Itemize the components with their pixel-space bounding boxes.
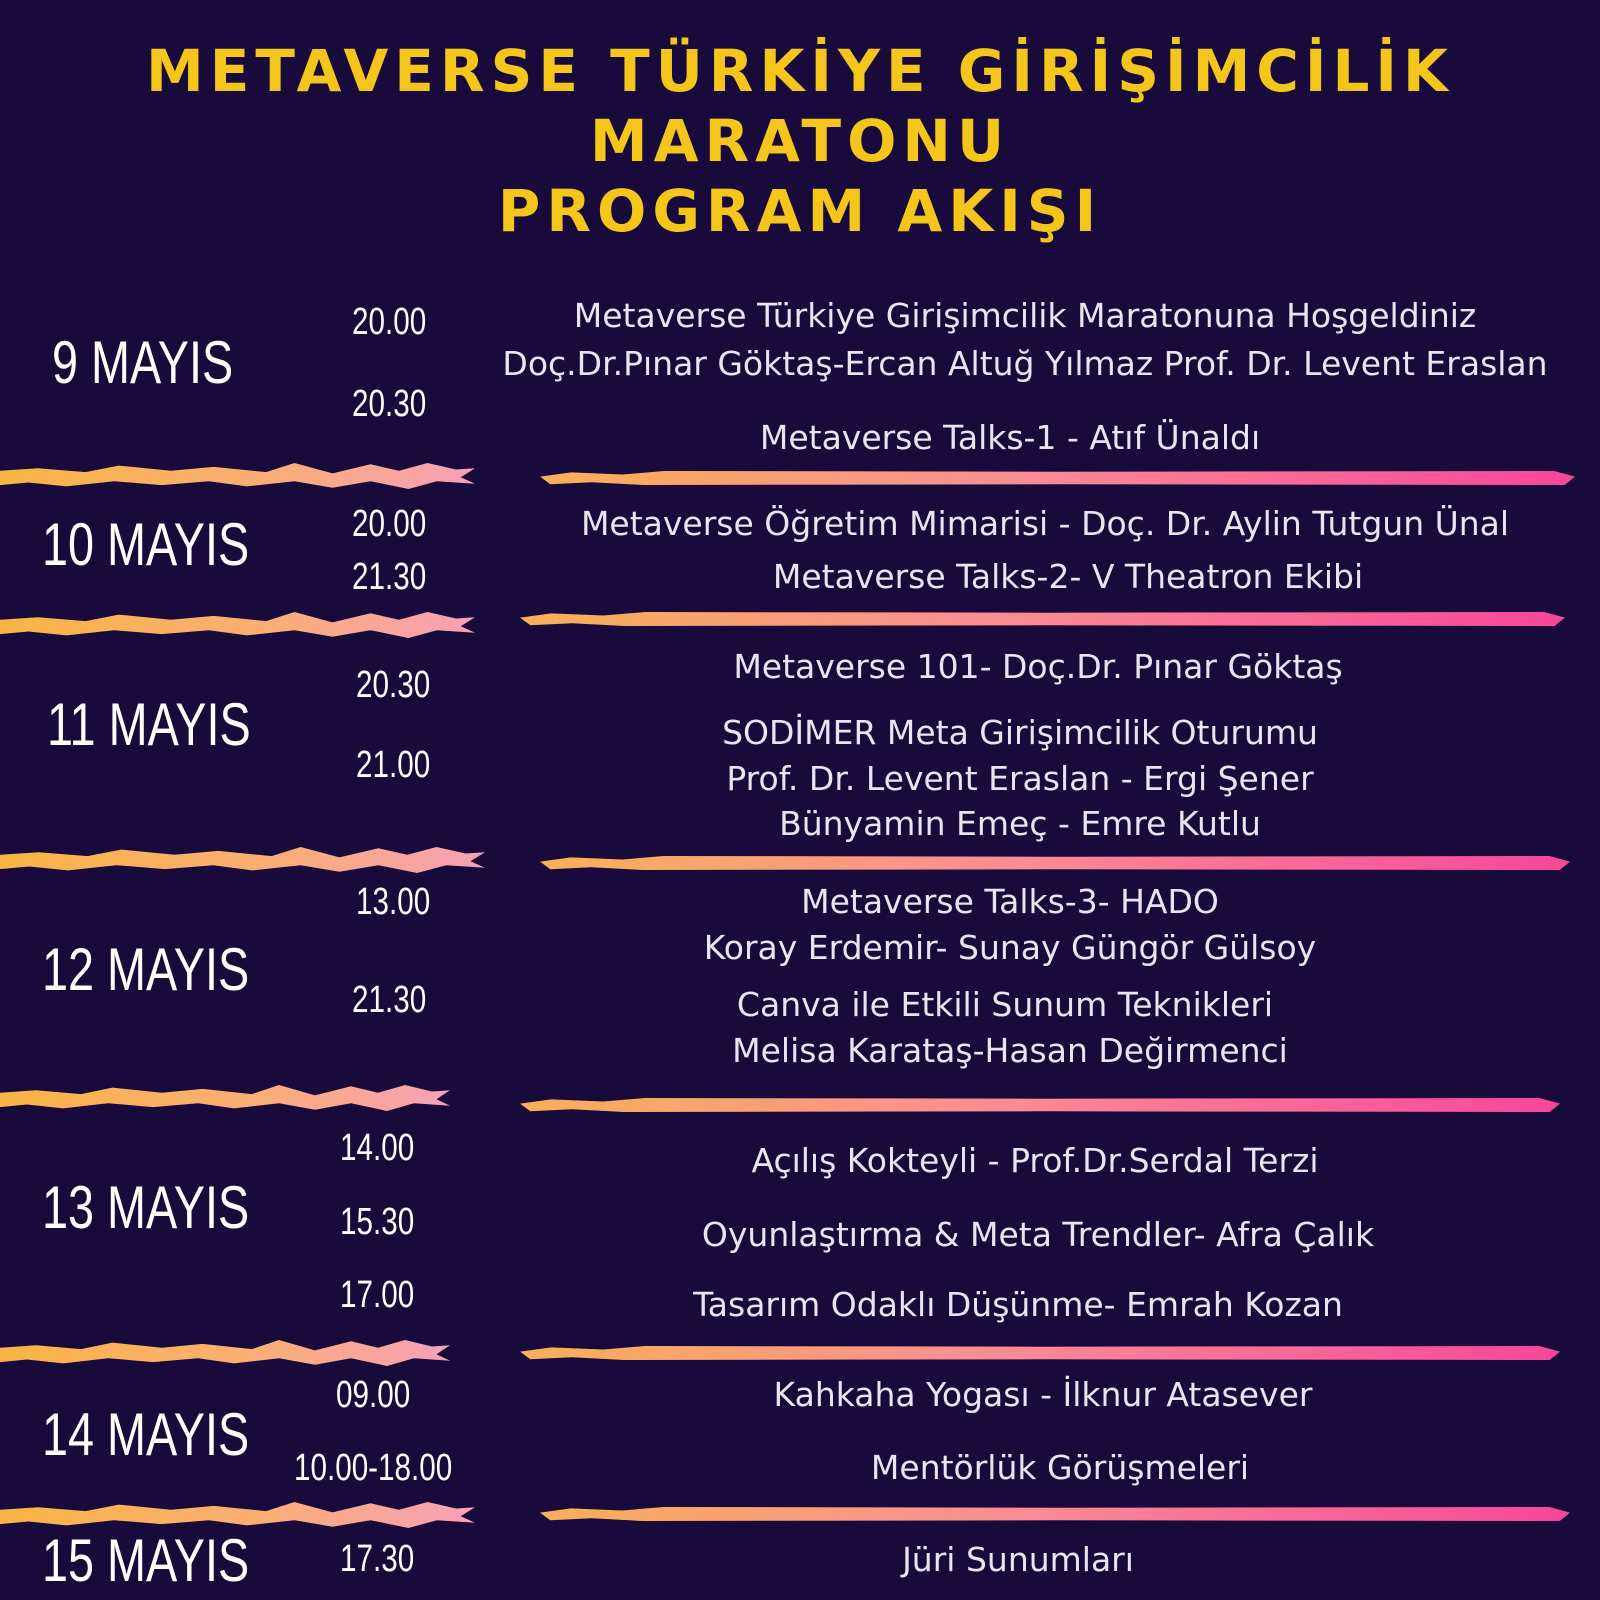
event-line: Jüri Sunumları — [902, 1540, 1134, 1579]
divider-brush-left — [0, 1085, 450, 1111]
event-time: 09.00 — [336, 1374, 411, 1416]
title-line-3: PROGRAM AKIŞI — [497, 177, 1103, 245]
event-line: Açılış Kokteyli - Prof.Dr.Serdal Terzi — [751, 1141, 1319, 1180]
divider-brush-right — [520, 612, 1565, 626]
event-line: Oyunlaştırma & Meta Trendler- Afra Çalık — [701, 1215, 1375, 1254]
event-line: Metaverse Talks-2- V Theatron Ekibi — [772, 557, 1364, 596]
day-date: 14 MAYIS — [42, 1401, 250, 1468]
event-line: Kahkaha Yogası - İlknur Atasever — [773, 1375, 1313, 1414]
event-line: SODİMER Meta Girişimcilik Oturumu — [722, 713, 1318, 752]
event-time: 13.00 — [356, 881, 431, 923]
event-line: Metaverse 101- Doç.Dr. Pınar Göktaş — [733, 647, 1343, 686]
event-time: 20.00 — [352, 503, 427, 545]
day-date: 12 MAYIS — [42, 936, 250, 1003]
event-line: Tasarım Odaklı Düşünme- Emrah Kozan — [693, 1285, 1343, 1324]
event-time: 20.30 — [356, 664, 431, 706]
event-line: Metaverse Öğretim Mimarisi - Doç. Dr. Aylin Tutgun Ünal — [580, 504, 1510, 543]
page-title — [0, 36, 1600, 246]
event-time: 21.00 — [356, 744, 431, 786]
event-line: Melisa Karataş-Hasan Değirmenci — [732, 1031, 1288, 1070]
divider-brush-left — [0, 1340, 450, 1366]
day-date: 11 MAYIS — [47, 691, 251, 758]
event-time: 17.00 — [340, 1274, 415, 1316]
divider-brush-right — [540, 856, 1570, 870]
title-line-2: MARATONU — [589, 107, 1011, 175]
divider-brush-left — [0, 612, 475, 638]
event-line: Doç.Dr.Pınar Göktaş-Ercan Altuğ Yılmaz Prof. Dr. Levent Eraslan — [502, 344, 1548, 383]
day-date: 13 MAYIS — [42, 1174, 250, 1241]
divider-brush-left — [0, 463, 475, 489]
event-line: Koray Erdemir- Sunay Güngör Gülsoy — [703, 928, 1317, 967]
divider-brush-right — [540, 471, 1575, 485]
event-time: 20.30 — [352, 383, 427, 425]
event-time: 15.30 — [340, 1201, 415, 1243]
day-date: 15 MAYIS — [42, 1527, 250, 1594]
event-time: 10.00-18.00 — [294, 1447, 453, 1489]
event-line: Metaverse Türkiye Girişimcilik Maratonuna Hoşgeldiniz — [573, 296, 1477, 335]
event-time: 17.30 — [340, 1538, 415, 1580]
day-date: 10 MAYIS — [42, 511, 250, 578]
event-line: Metaverse Talks-3- HADO — [801, 882, 1219, 921]
divider-brush-right — [520, 1098, 1560, 1112]
event-line: Canva ile Etkili Sunum Teknikleri — [736, 985, 1274, 1024]
title-line-1: METAVERSE TÜRKİYE GİRİŞİMCİLİK — [146, 37, 1454, 105]
event-time: 14.00 — [340, 1127, 415, 1169]
event-line: Mentörlük Görüşmeleri — [870, 1448, 1250, 1487]
event-line: Prof. Dr. Levent Eraslan - Ergi Şener — [726, 759, 1314, 798]
divider-brush-left — [0, 1502, 475, 1528]
divider-brush-right — [540, 1507, 1570, 1521]
event-time: 20.00 — [352, 301, 427, 343]
event-time: 21.30 — [352, 556, 427, 598]
divider-brush-left — [0, 847, 485, 873]
divider-brush-right — [520, 1346, 1560, 1360]
day-date: 9 MAYIS — [52, 329, 234, 396]
event-time: 21.30 — [352, 979, 427, 1021]
event-line: Metaverse Talks-1 - Atıf Ünaldı — [759, 418, 1261, 457]
event-line: Bünyamin Emeç - Emre Kutlu — [779, 804, 1261, 843]
